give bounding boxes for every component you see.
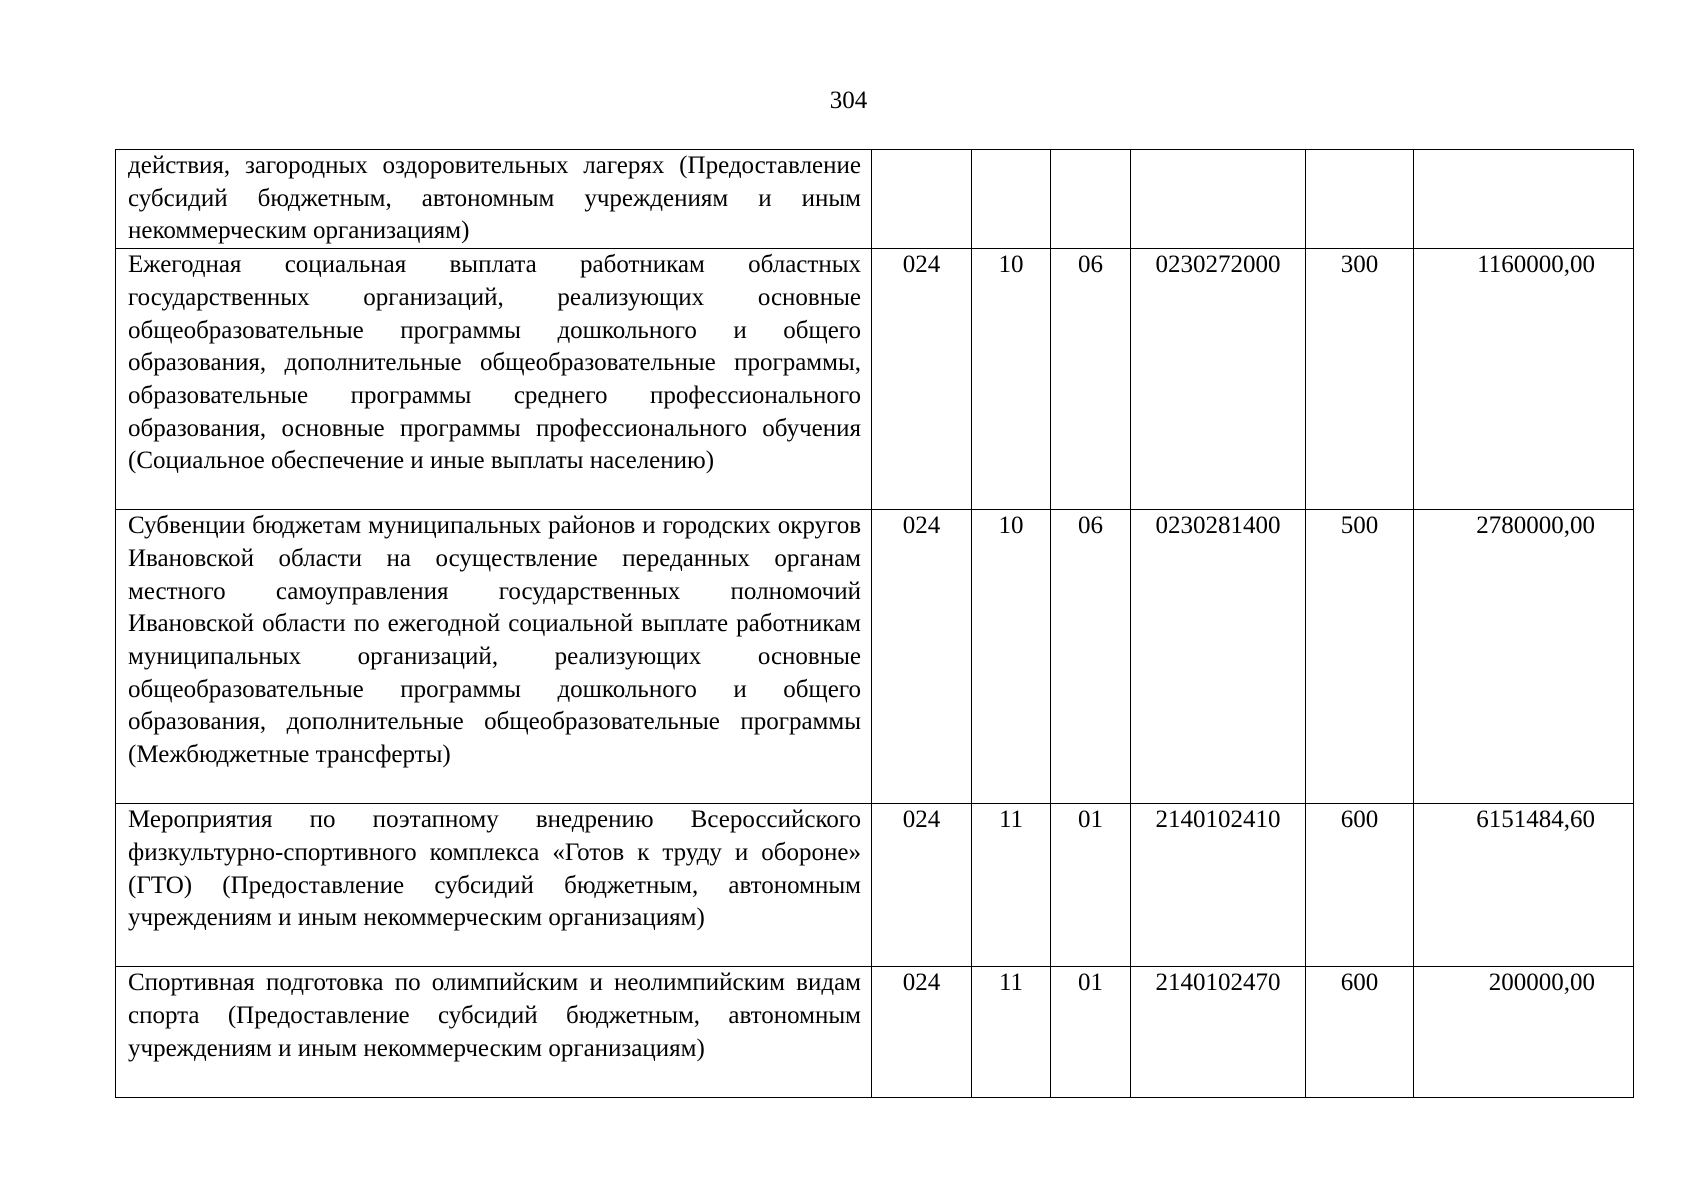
amount: 6151484,60 bbox=[1414, 804, 1634, 967]
subsection-code: 06 bbox=[1051, 510, 1131, 804]
subsection-code: 01 bbox=[1051, 804, 1131, 967]
expense-type-code: 600 bbox=[1306, 967, 1414, 1098]
section-code: 10 bbox=[972, 249, 1051, 510]
ministry-code: 024 bbox=[872, 804, 972, 967]
ministry-code: 024 bbox=[872, 510, 972, 804]
target-article-code: 0230281400 bbox=[1131, 510, 1306, 804]
ministry-code: 024 bbox=[872, 967, 972, 1098]
target-article-code bbox=[1131, 150, 1306, 249]
budget-table bbox=[115, 149, 1634, 1098]
section-code bbox=[972, 150, 1051, 249]
subsection-code: 06 bbox=[1051, 249, 1131, 510]
table-row bbox=[116, 150, 1634, 249]
expense-type-code: 600 bbox=[1306, 804, 1414, 967]
row-description: Спортивная подготовка по олимпийским и неолимпийским видам спорта (Предоставление субсидий бюджетным, автономным учреждениям и иным некоммерческим организациям) bbox=[116, 967, 872, 1098]
subsection-code: 01 bbox=[1051, 967, 1131, 1098]
target-article-code: 0230272000 bbox=[1131, 249, 1306, 510]
amount: 1160000,00 bbox=[1414, 249, 1634, 510]
ministry-code: 024 bbox=[872, 249, 972, 510]
table-row bbox=[116, 249, 1634, 510]
amount: 200000,00 bbox=[1414, 967, 1634, 1098]
row-description: Субвенции бюджетам муниципальных районов и городских округов Ивановской области на осуществление переданных органам местного самоуправления государственных полномочий Ивановской области по ежегодной социальной выплате работникам муниципальных организаций, реализующих основные общеобразовательные программы дошкольного и общего образования, дополнительные общеобразовательные программы (Межбюджетные трансферты) bbox=[116, 510, 872, 804]
expense-type-code bbox=[1306, 150, 1414, 249]
target-article-code: 2140102410 bbox=[1131, 804, 1306, 967]
page-number: 304 bbox=[829, 87, 868, 114]
table-row bbox=[116, 804, 1634, 967]
section-code: 11 bbox=[972, 804, 1051, 967]
table-row bbox=[116, 510, 1634, 804]
section-code: 11 bbox=[972, 967, 1051, 1098]
row-description: действия, загородных оздоровительных лагерях (Предоставление субсидий бюджетным, автономным учреждениям и иным некоммерческим организациям) bbox=[116, 150, 872, 249]
row-description: Мероприятия по поэтапному внедрению Всероссийского физкультурно-спортивного комплекса «Готов к труду и обороне» (ГТО) (Предоставление субсидий бюджетным, автономным учреждениям и иным некоммерческим организациям) bbox=[116, 804, 872, 967]
amount: 2780000,00 bbox=[1414, 510, 1634, 804]
table-row bbox=[116, 967, 1634, 1098]
ministry-code bbox=[872, 150, 972, 249]
expense-type-code: 500 bbox=[1306, 510, 1414, 804]
section-code: 10 bbox=[972, 510, 1051, 804]
row-description: Ежегодная социальная выплата работникам областных государственных организаций, реализующих основные общеобразовательные программы дошкольного и общего образования, дополнительные общеобразовательные программы, образовательные программы среднего профессионального образования, основные программы профессионального обучения (Социальное обеспечение и иные выплаты населению) bbox=[116, 249, 872, 510]
expense-type-code: 300 bbox=[1306, 249, 1414, 510]
subsection-code bbox=[1051, 150, 1131, 249]
amount bbox=[1414, 150, 1634, 249]
target-article-code: 2140102470 bbox=[1131, 967, 1306, 1098]
